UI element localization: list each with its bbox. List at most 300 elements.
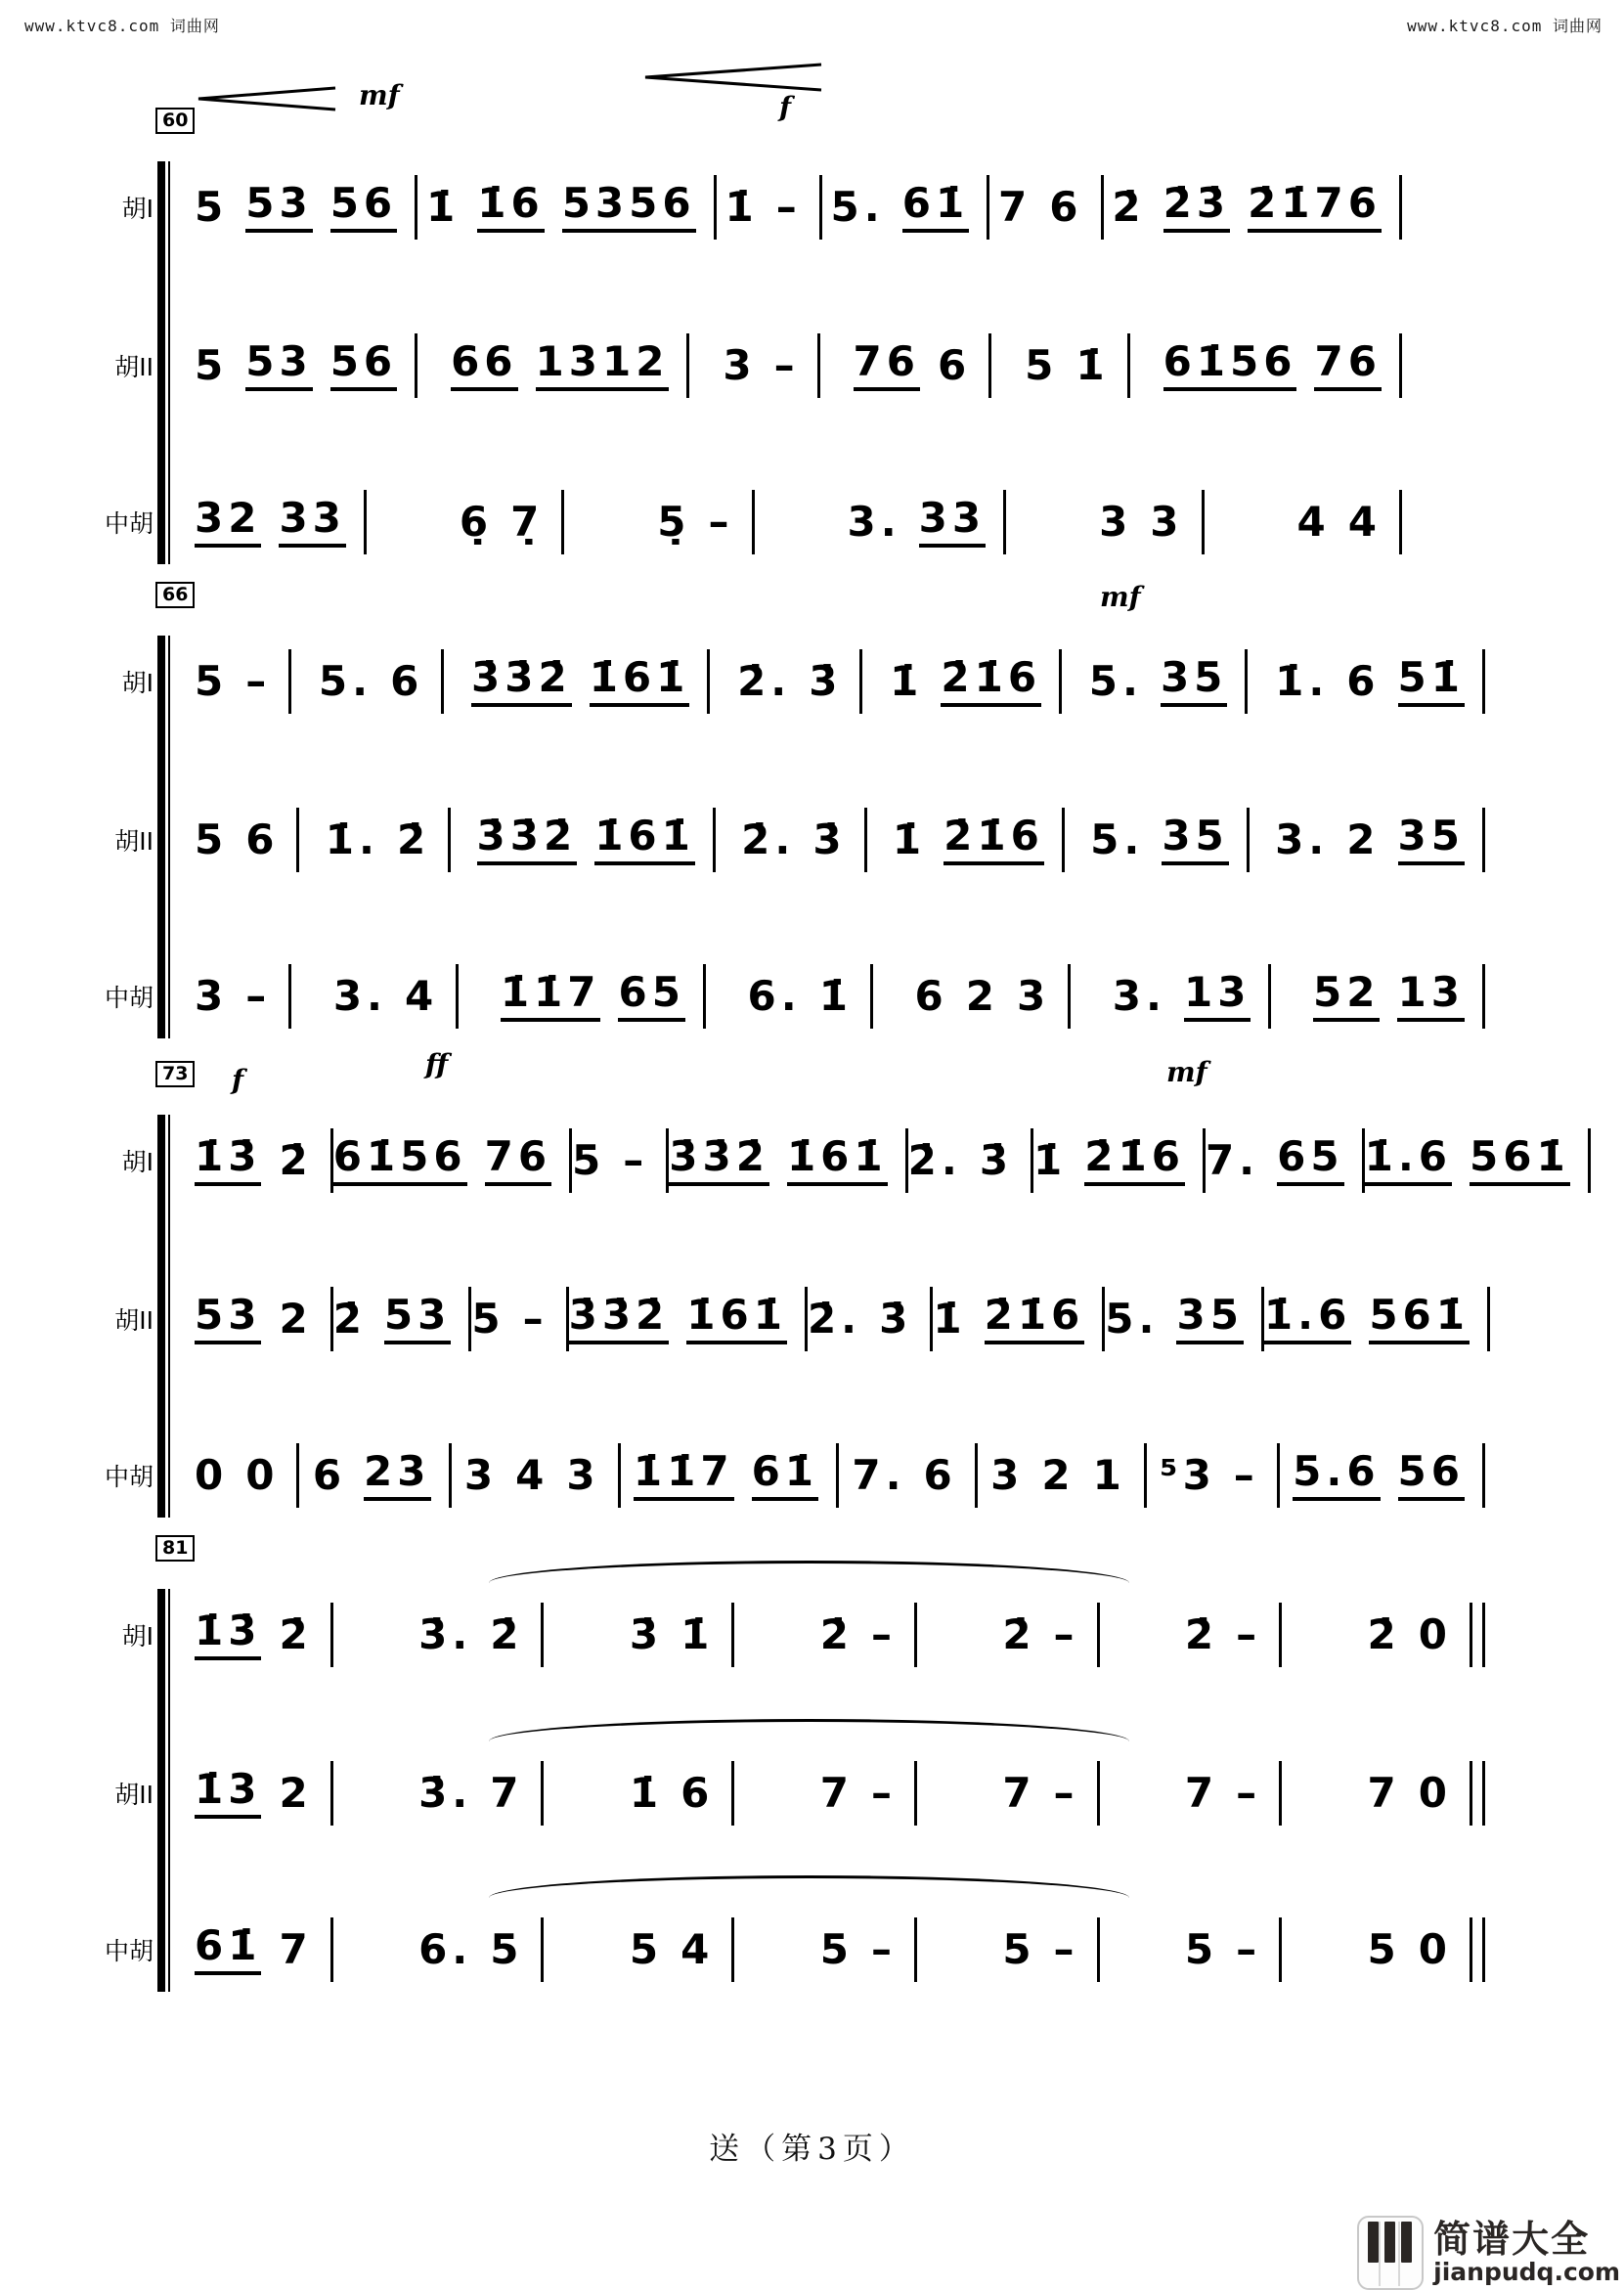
measure (569, 1287, 808, 1351)
note-token: ⁵3 (1160, 1451, 1216, 1499)
note-token: 3 (566, 1451, 600, 1499)
barline (541, 1603, 544, 1667)
note-token: 6 (245, 815, 280, 863)
barline (1059, 649, 1062, 714)
measure (1275, 649, 1485, 714)
note-token: – (1236, 1925, 1262, 1973)
note-token: 2̇3̇ (1163, 183, 1230, 233)
note-token: 65 (618, 972, 684, 1022)
measure (1002, 1603, 1099, 1667)
note-token: 33 (279, 498, 345, 548)
barline (1245, 649, 1248, 714)
barline (1202, 490, 1205, 554)
measure (1099, 490, 1204, 554)
barline (541, 1761, 544, 1826)
note-token: 1̇61̇ (686, 1295, 787, 1344)
measure (1002, 1761, 1099, 1826)
final-double-barline (1470, 1917, 1485, 1982)
measure (634, 1443, 839, 1508)
note-token: 1̇ (724, 183, 759, 231)
note-token: 2 (965, 972, 999, 1020)
note-token: 35 (1161, 657, 1227, 707)
note-token: 6 (1346, 657, 1381, 705)
note-token: 1̇1̇7 (634, 1451, 734, 1501)
barline (819, 175, 822, 240)
dynamic-mark: mf (359, 79, 400, 111)
note-token: 5 (471, 1295, 505, 1343)
note-token: 1̇ (933, 1295, 967, 1343)
barline (448, 808, 451, 872)
measure (1090, 808, 1250, 872)
measure (1002, 1917, 1099, 1982)
barline (1097, 1761, 1100, 1826)
barline (1482, 808, 1485, 872)
measure-number-box: 81 (155, 1535, 195, 1562)
note-token: 6 (680, 1769, 715, 1817)
note-token: 56 (1398, 1451, 1465, 1501)
note-token: 1̇. (325, 815, 379, 863)
measure (908, 1128, 1033, 1193)
measure (1033, 1128, 1206, 1193)
note-token: 1̇ (892, 815, 927, 863)
note-token: 3. (1112, 972, 1166, 1020)
measure (1105, 1287, 1264, 1351)
note-token: 53 (384, 1295, 451, 1344)
notes-line (195, 1443, 1485, 1508)
barline (561, 490, 564, 554)
note-token: 4 (1347, 498, 1382, 546)
note-token: 1̇ (629, 1769, 664, 1817)
note-token: 3. (1275, 815, 1330, 863)
barline (456, 964, 459, 1029)
note-token: 61̇56 (333, 1136, 467, 1186)
note-token: 76 (1314, 341, 1381, 391)
note-token: 7 (1367, 1769, 1401, 1817)
barline (415, 175, 417, 240)
measure (854, 333, 992, 398)
measure-number-box: 66 (155, 582, 195, 608)
note-token: 2̇1̇6 (985, 1295, 1085, 1344)
measure (748, 964, 873, 1029)
note-token: 2̇ (396, 815, 431, 863)
note-token: 3 (723, 341, 757, 389)
barline (1144, 1443, 1147, 1508)
measure (1160, 1443, 1280, 1508)
barline (914, 1603, 917, 1667)
note-token: – (1236, 1610, 1262, 1658)
watermark-top-left: www.ktvc8.com 词曲网 (24, 17, 220, 35)
measure (831, 175, 990, 240)
note-token: 1̇6 (477, 183, 544, 233)
measure (471, 649, 710, 714)
barline (987, 175, 989, 240)
barline (714, 175, 717, 240)
barline (1399, 175, 1402, 240)
barline (1062, 808, 1065, 872)
note-token: 561̇ (1470, 1136, 1570, 1186)
staff-label: 胡II (114, 353, 154, 381)
measure (893, 808, 1065, 872)
note-token: 2̇ (1002, 1610, 1036, 1658)
note-token: 2̇ (1184, 1610, 1219, 1658)
barline (914, 1917, 917, 1982)
note-token: 61̇ (752, 1451, 818, 1501)
note-token: 5 (195, 657, 229, 705)
barline (731, 1761, 734, 1826)
notes-line (195, 333, 1402, 398)
note-token: 3 (990, 1451, 1025, 1499)
note-token: 6 (938, 341, 972, 389)
note-token: 5. (318, 657, 373, 705)
note-token: – (1233, 1451, 1259, 1499)
note-token: 1312 (536, 341, 670, 391)
measure (808, 1287, 933, 1351)
note-token: 2̇ (332, 1295, 367, 1343)
note-token: 2 (1041, 1451, 1075, 1499)
barline (731, 1917, 734, 1982)
measure (1113, 964, 1272, 1029)
watermark-top-right: www.ktvc8.com 词曲网 (1407, 17, 1602, 35)
measure (464, 1443, 621, 1508)
tie-line (489, 1561, 1129, 1583)
measure (1206, 1128, 1365, 1193)
barline (541, 1917, 544, 1982)
note-token: 0 (245, 1451, 280, 1499)
barline (330, 1603, 333, 1667)
note-token: 1̇ (890, 657, 924, 705)
barline (870, 964, 873, 1029)
note-token: – (1053, 1925, 1079, 1973)
note-token: 35 (1162, 815, 1228, 865)
barline (975, 1443, 978, 1508)
site-logo (1357, 2216, 1620, 2290)
measure (1163, 333, 1402, 398)
barline (752, 490, 755, 554)
note-token: 2 (279, 1769, 313, 1817)
note-token: 3̇ (979, 1136, 1014, 1184)
dynamic-mark: mf (1100, 581, 1141, 613)
barline (1127, 333, 1130, 398)
note-token: 1 (1092, 1451, 1126, 1499)
measure (741, 808, 866, 872)
note-token: 6 (390, 657, 424, 705)
note-token: 5 (490, 1925, 524, 1973)
note-token: 5. (830, 183, 885, 231)
note-token: 5 (572, 1136, 606, 1184)
barline (1277, 1443, 1280, 1508)
measure (998, 175, 1103, 240)
barline (1097, 1603, 1100, 1667)
barline (1482, 964, 1485, 1029)
dynamic-mark: f (232, 1064, 244, 1096)
measure (1185, 1917, 1282, 1982)
staff-label: 胡II (114, 1306, 154, 1335)
barline (330, 1917, 333, 1982)
measure (195, 1128, 333, 1193)
note-token: 4 (405, 972, 439, 1020)
measure (915, 964, 1072, 1029)
note-token: 61̇ (902, 183, 969, 233)
note-token: 6 (312, 1451, 347, 1499)
barline (296, 1443, 299, 1508)
note-token: 7. (852, 1451, 906, 1499)
note-token: 2̇. (907, 1136, 962, 1184)
measure (195, 964, 291, 1029)
note-token: 3̇3̇2̇ (477, 815, 578, 865)
measure (501, 964, 706, 1029)
note-token: 2̇ (1112, 183, 1146, 231)
notes-line (195, 1917, 1485, 1982)
note-token: 13 (1397, 972, 1464, 1022)
barline (914, 1761, 917, 1826)
measure-number-box: 60 (155, 108, 195, 134)
logo-site-url: jianpudq.com (1433, 2257, 1620, 2286)
piano-keys-icon (1357, 2216, 1424, 2290)
measure (852, 1443, 977, 1508)
measure (195, 333, 417, 398)
barline (1399, 333, 1402, 398)
note-token: 5 (195, 341, 229, 389)
note-token: 1̇ (818, 972, 853, 1020)
staff-label: 中胡 (104, 509, 154, 538)
note-token: 3. (332, 972, 387, 1020)
measure (723, 333, 819, 398)
barline (1101, 175, 1104, 240)
note-token: 7̣ (510, 498, 545, 546)
tie-line (489, 1875, 1129, 1898)
note-token: 2̇ (1367, 1610, 1401, 1658)
note-token: 2 (279, 1295, 313, 1343)
measure (1264, 1287, 1490, 1351)
note-token: 1̇61̇ (594, 815, 695, 865)
note-token: 56 (330, 183, 397, 233)
note-token: 23 (364, 1451, 430, 1501)
barline (441, 649, 444, 714)
note-token: 2̇. (807, 1295, 862, 1343)
barline (1097, 1917, 1100, 1982)
measure (1025, 333, 1129, 398)
note-token: – (870, 1769, 897, 1817)
note-token: 1̇61̇ (590, 657, 690, 707)
barline (988, 333, 991, 398)
note-token: 5 (1025, 341, 1059, 389)
barline (1588, 1128, 1591, 1193)
note-token: 5 (1184, 1925, 1219, 1973)
staff-label: 中胡 (104, 1937, 154, 1965)
note-token: 61̇56 (1163, 341, 1297, 391)
note-token: 2̇. (741, 815, 796, 863)
system-measure-66 (73, 582, 1491, 1041)
measure (326, 808, 451, 872)
staff-label: 胡II (114, 827, 154, 856)
note-token: 53 (195, 1295, 261, 1344)
note-token: 1̇3̇ (195, 1610, 261, 1660)
measure (724, 175, 821, 240)
notes-line (195, 1128, 1570, 1193)
note-token: 2̇1̇6 (1084, 1136, 1185, 1186)
barline (330, 1761, 333, 1826)
measure (460, 490, 564, 554)
note-token: – (775, 183, 802, 231)
note-token: 7. (1205, 1136, 1260, 1184)
note-token: 2̇1̇6 (944, 815, 1044, 865)
note-token: – (245, 657, 272, 705)
measure (1368, 1917, 1485, 1982)
note-token: – (1236, 1769, 1262, 1817)
note-token: – (1053, 1769, 1079, 1817)
footer-page-title: 送（第3页） (709, 2132, 915, 2167)
measure (195, 808, 299, 872)
note-token: 6 (923, 1451, 957, 1499)
measure (477, 808, 716, 872)
measure (1293, 1443, 1485, 1508)
measure (1368, 1603, 1485, 1667)
note-token: 1̇61̇ (787, 1136, 888, 1186)
measure (572, 1128, 669, 1193)
note-token: 51̇ (1398, 657, 1465, 707)
barline (1068, 964, 1071, 1029)
note-token: 2̇1̇76 (1248, 183, 1382, 233)
measure (820, 1761, 917, 1826)
barline (288, 964, 291, 1029)
measure (319, 649, 444, 714)
note-token: 3 (1016, 972, 1051, 1020)
system-measure-81 (73, 1535, 1491, 1995)
measure (1368, 1761, 1485, 1826)
measure (195, 1603, 333, 1667)
note-token: 1̇ (426, 183, 461, 231)
note-token: 1̇.6 (1365, 1136, 1452, 1186)
barline (364, 490, 367, 554)
note-token: 0 (195, 1451, 229, 1499)
note-token: 7 (819, 1769, 854, 1817)
note-token: 3̇. (418, 1769, 473, 1817)
note-token: 3 (463, 1451, 499, 1499)
measure (1112, 175, 1402, 240)
note-token: 1̇ (680, 1610, 715, 1658)
note-token: 32 (195, 498, 261, 548)
note-token: 1̇3 (195, 1769, 261, 1819)
staff-label: 胡I (121, 1622, 154, 1651)
note-token: 3 (195, 972, 229, 1020)
measure (820, 1603, 917, 1667)
measure (333, 1287, 472, 1351)
note-token: 0 (1418, 1610, 1452, 1658)
logo-title: 简谱大全 (1433, 2217, 1591, 2261)
note-token: 61̇ (195, 1925, 261, 1975)
note-token: 1̇.6 (1264, 1295, 1351, 1344)
note-token: 6 (914, 972, 948, 1020)
note-token: 2̇ (279, 1136, 313, 1184)
dynamic-mark: mf (1166, 1056, 1207, 1088)
notes-line (195, 649, 1485, 714)
staff-label: 胡I (121, 669, 154, 697)
barline (1279, 1603, 1282, 1667)
note-token: 4 (515, 1451, 549, 1499)
note-token: 65 (1277, 1136, 1343, 1186)
note-token: 2̇ (819, 1610, 854, 1658)
note-token: 6̣ (459, 498, 494, 546)
note-token: 3̇ (809, 657, 843, 705)
note-token: 53 (245, 341, 312, 391)
note-token: 35 (1176, 1295, 1243, 1344)
measure (418, 1761, 544, 1826)
note-token: 2̇ (490, 1610, 524, 1658)
notes-line (195, 1287, 1485, 1351)
dynamic-mark: f (779, 91, 792, 123)
note-token: 33 (919, 498, 986, 548)
note-token: 6 (1049, 183, 1083, 231)
barline (1482, 649, 1485, 714)
note-token: 1̇3̇ (195, 1136, 261, 1186)
note-token: – (623, 1136, 649, 1184)
measure (933, 1287, 1105, 1351)
note-token: – (870, 1610, 897, 1658)
note-token: 0 (1418, 1925, 1452, 1973)
barline (449, 1443, 452, 1508)
measure (1275, 808, 1485, 872)
note-token: 1̇ (1033, 1136, 1068, 1184)
note-token: 5 (819, 1925, 854, 1973)
note-token: 7 (1184, 1769, 1219, 1817)
note-token: 53 (245, 183, 312, 233)
measure (471, 1287, 568, 1351)
note-token: 2̇ (279, 1610, 313, 1658)
staff-label: 胡II (114, 1781, 154, 1809)
note-token: 3 (1150, 498, 1184, 546)
notes-line (195, 175, 1402, 240)
note-token: 52 (1313, 972, 1380, 1022)
note-token: – (773, 341, 800, 389)
measure-number-box: 73 (155, 1061, 195, 1087)
note-token: 3̇3̇2̇ (471, 657, 572, 707)
measure (1185, 1761, 1282, 1826)
barline (864, 808, 867, 872)
note-token: 3̇3̇2̇ (669, 1136, 769, 1186)
barline (713, 808, 716, 872)
note-token: 1̇ (1075, 341, 1110, 389)
crescendo-hairpin-icon (196, 86, 337, 111)
notes-line (195, 808, 1485, 872)
measure (990, 1443, 1147, 1508)
barline (859, 649, 862, 714)
note-token: 5 (195, 815, 229, 863)
note-token: 5. (1088, 657, 1143, 705)
note-token: 3̇. (418, 1610, 473, 1658)
note-token: 5. (1105, 1295, 1160, 1343)
note-token: 1̇1̇7 (501, 972, 601, 1022)
measure (333, 964, 459, 1029)
note-token: 76 (854, 341, 920, 391)
note-token: 5 (629, 1925, 664, 1973)
final-double-barline (1470, 1603, 1485, 1667)
barline (296, 808, 299, 872)
note-token: 5 (195, 183, 229, 231)
note-token: 35 (1398, 815, 1465, 865)
measure (313, 1443, 452, 1508)
barline (288, 649, 291, 714)
measure (1365, 1128, 1591, 1193)
barline (1247, 808, 1250, 872)
measure (1185, 1603, 1282, 1667)
note-token: – (522, 1295, 549, 1343)
system-measure-73 (73, 1048, 1570, 1520)
barline (415, 333, 417, 398)
note-token: – (870, 1925, 897, 1973)
measure (1296, 490, 1401, 554)
measure (737, 649, 862, 714)
barline (1399, 490, 1402, 554)
